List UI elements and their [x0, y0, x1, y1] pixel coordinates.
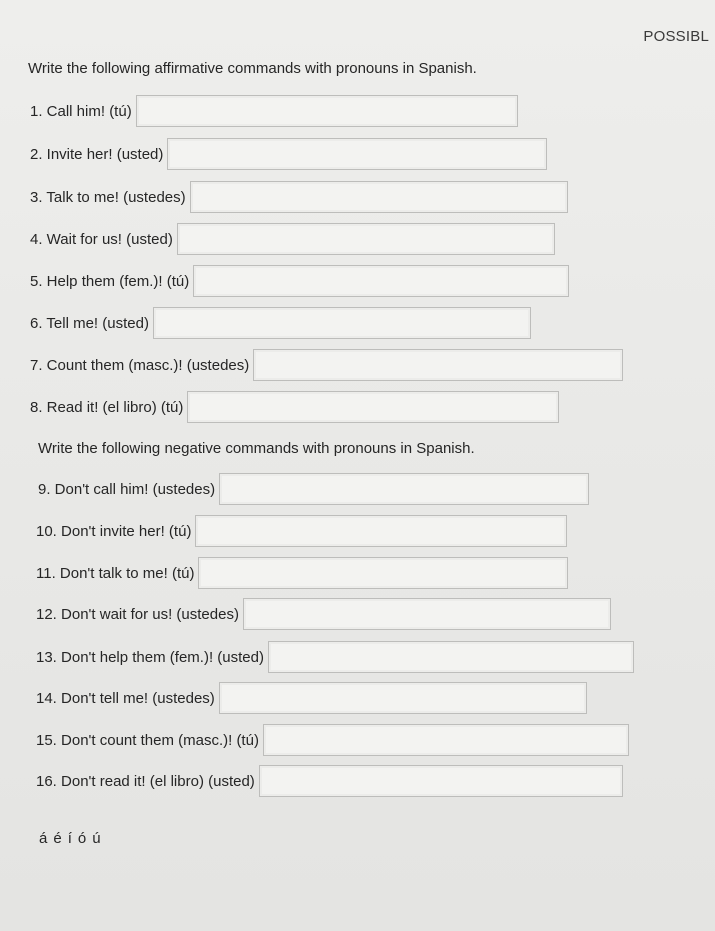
question-row: [36, 764, 623, 798]
question-label: 8. Read it! (el libro) (tú): [30, 398, 184, 416]
question-label: 2. Invite her! (usted): [30, 145, 164, 163]
question-row: [30, 94, 518, 128]
question-row: [30, 390, 559, 424]
answer-field[interactable]: [268, 641, 634, 673]
question-label: 1. Call him! (tú): [30, 102, 132, 120]
question-row: [30, 137, 547, 171]
answer-field[interactable]: [177, 223, 555, 255]
question-label: 7. Count them (masc.)! (ustedes): [30, 356, 250, 374]
answer-field[interactable]: [190, 181, 568, 213]
question-label: 3. Talk to me! (ustedes): [30, 188, 186, 206]
question-label: 13. Don't help them (fem.)! (usted): [36, 648, 264, 666]
accent-character-bar: [38, 830, 102, 847]
question-label: 11. Don't talk to me! (tú): [36, 564, 195, 582]
accent-u-button[interactable]: ú: [92, 830, 101, 847]
answer-field[interactable]: [167, 138, 547, 170]
question-row: [30, 348, 623, 382]
answer-field[interactable]: [187, 391, 559, 423]
accent-o-button[interactable]: ó: [77, 830, 87, 847]
question-row: [30, 222, 555, 256]
question-row: [36, 681, 587, 715]
question-label: 15. Don't count them (masc.)! (tú): [36, 731, 259, 749]
question-row: [36, 723, 629, 757]
question-row: [36, 556, 568, 590]
question-label: 6. Tell me! (usted): [30, 314, 149, 332]
answer-field[interactable]: [243, 598, 611, 630]
question-label: 5. Help them (fem.)! (tú): [30, 272, 190, 290]
question-row: [30, 306, 531, 340]
corner-label: POSSIBL: [643, 28, 709, 45]
answer-field[interactable]: [153, 307, 531, 339]
question-row: [30, 264, 569, 298]
question-label: 16. Don't read it! (el libro) (usted): [36, 772, 255, 790]
answer-field[interactable]: [219, 473, 589, 505]
question-row: [36, 640, 634, 674]
affirmative-instruction: Write the following affirmative commands with pronouns in Spanish.: [28, 60, 477, 77]
answer-field[interactable]: [253, 349, 623, 381]
accent-a-button[interactable]: á: [39, 830, 48, 847]
question-row: [38, 472, 589, 506]
answer-field[interactable]: [195, 515, 567, 547]
answer-field[interactable]: [219, 682, 587, 714]
answer-field[interactable]: [198, 557, 568, 589]
accent-e-button[interactable]: é: [53, 830, 62, 847]
question-row: [36, 597, 611, 631]
accent-i-button[interactable]: í: [67, 830, 72, 847]
question-label: 14. Don't tell me! (ustedes): [36, 689, 215, 707]
negative-instruction: Write the following negative commands with pronouns in Spanish.: [38, 440, 475, 457]
question-row: [36, 514, 567, 548]
question-label: 10. Don't invite her! (tú): [36, 522, 192, 540]
answer-field[interactable]: [259, 765, 623, 797]
answer-field[interactable]: [193, 265, 569, 297]
question-label: 9. Don't call him! (ustedes): [38, 480, 216, 498]
answer-field[interactable]: [136, 95, 518, 127]
answer-field[interactable]: [263, 724, 629, 756]
question-label: 12. Don't wait for us! (ustedes): [36, 605, 239, 623]
question-label: 4. Wait for us! (usted): [30, 230, 173, 248]
question-row: [30, 180, 568, 214]
